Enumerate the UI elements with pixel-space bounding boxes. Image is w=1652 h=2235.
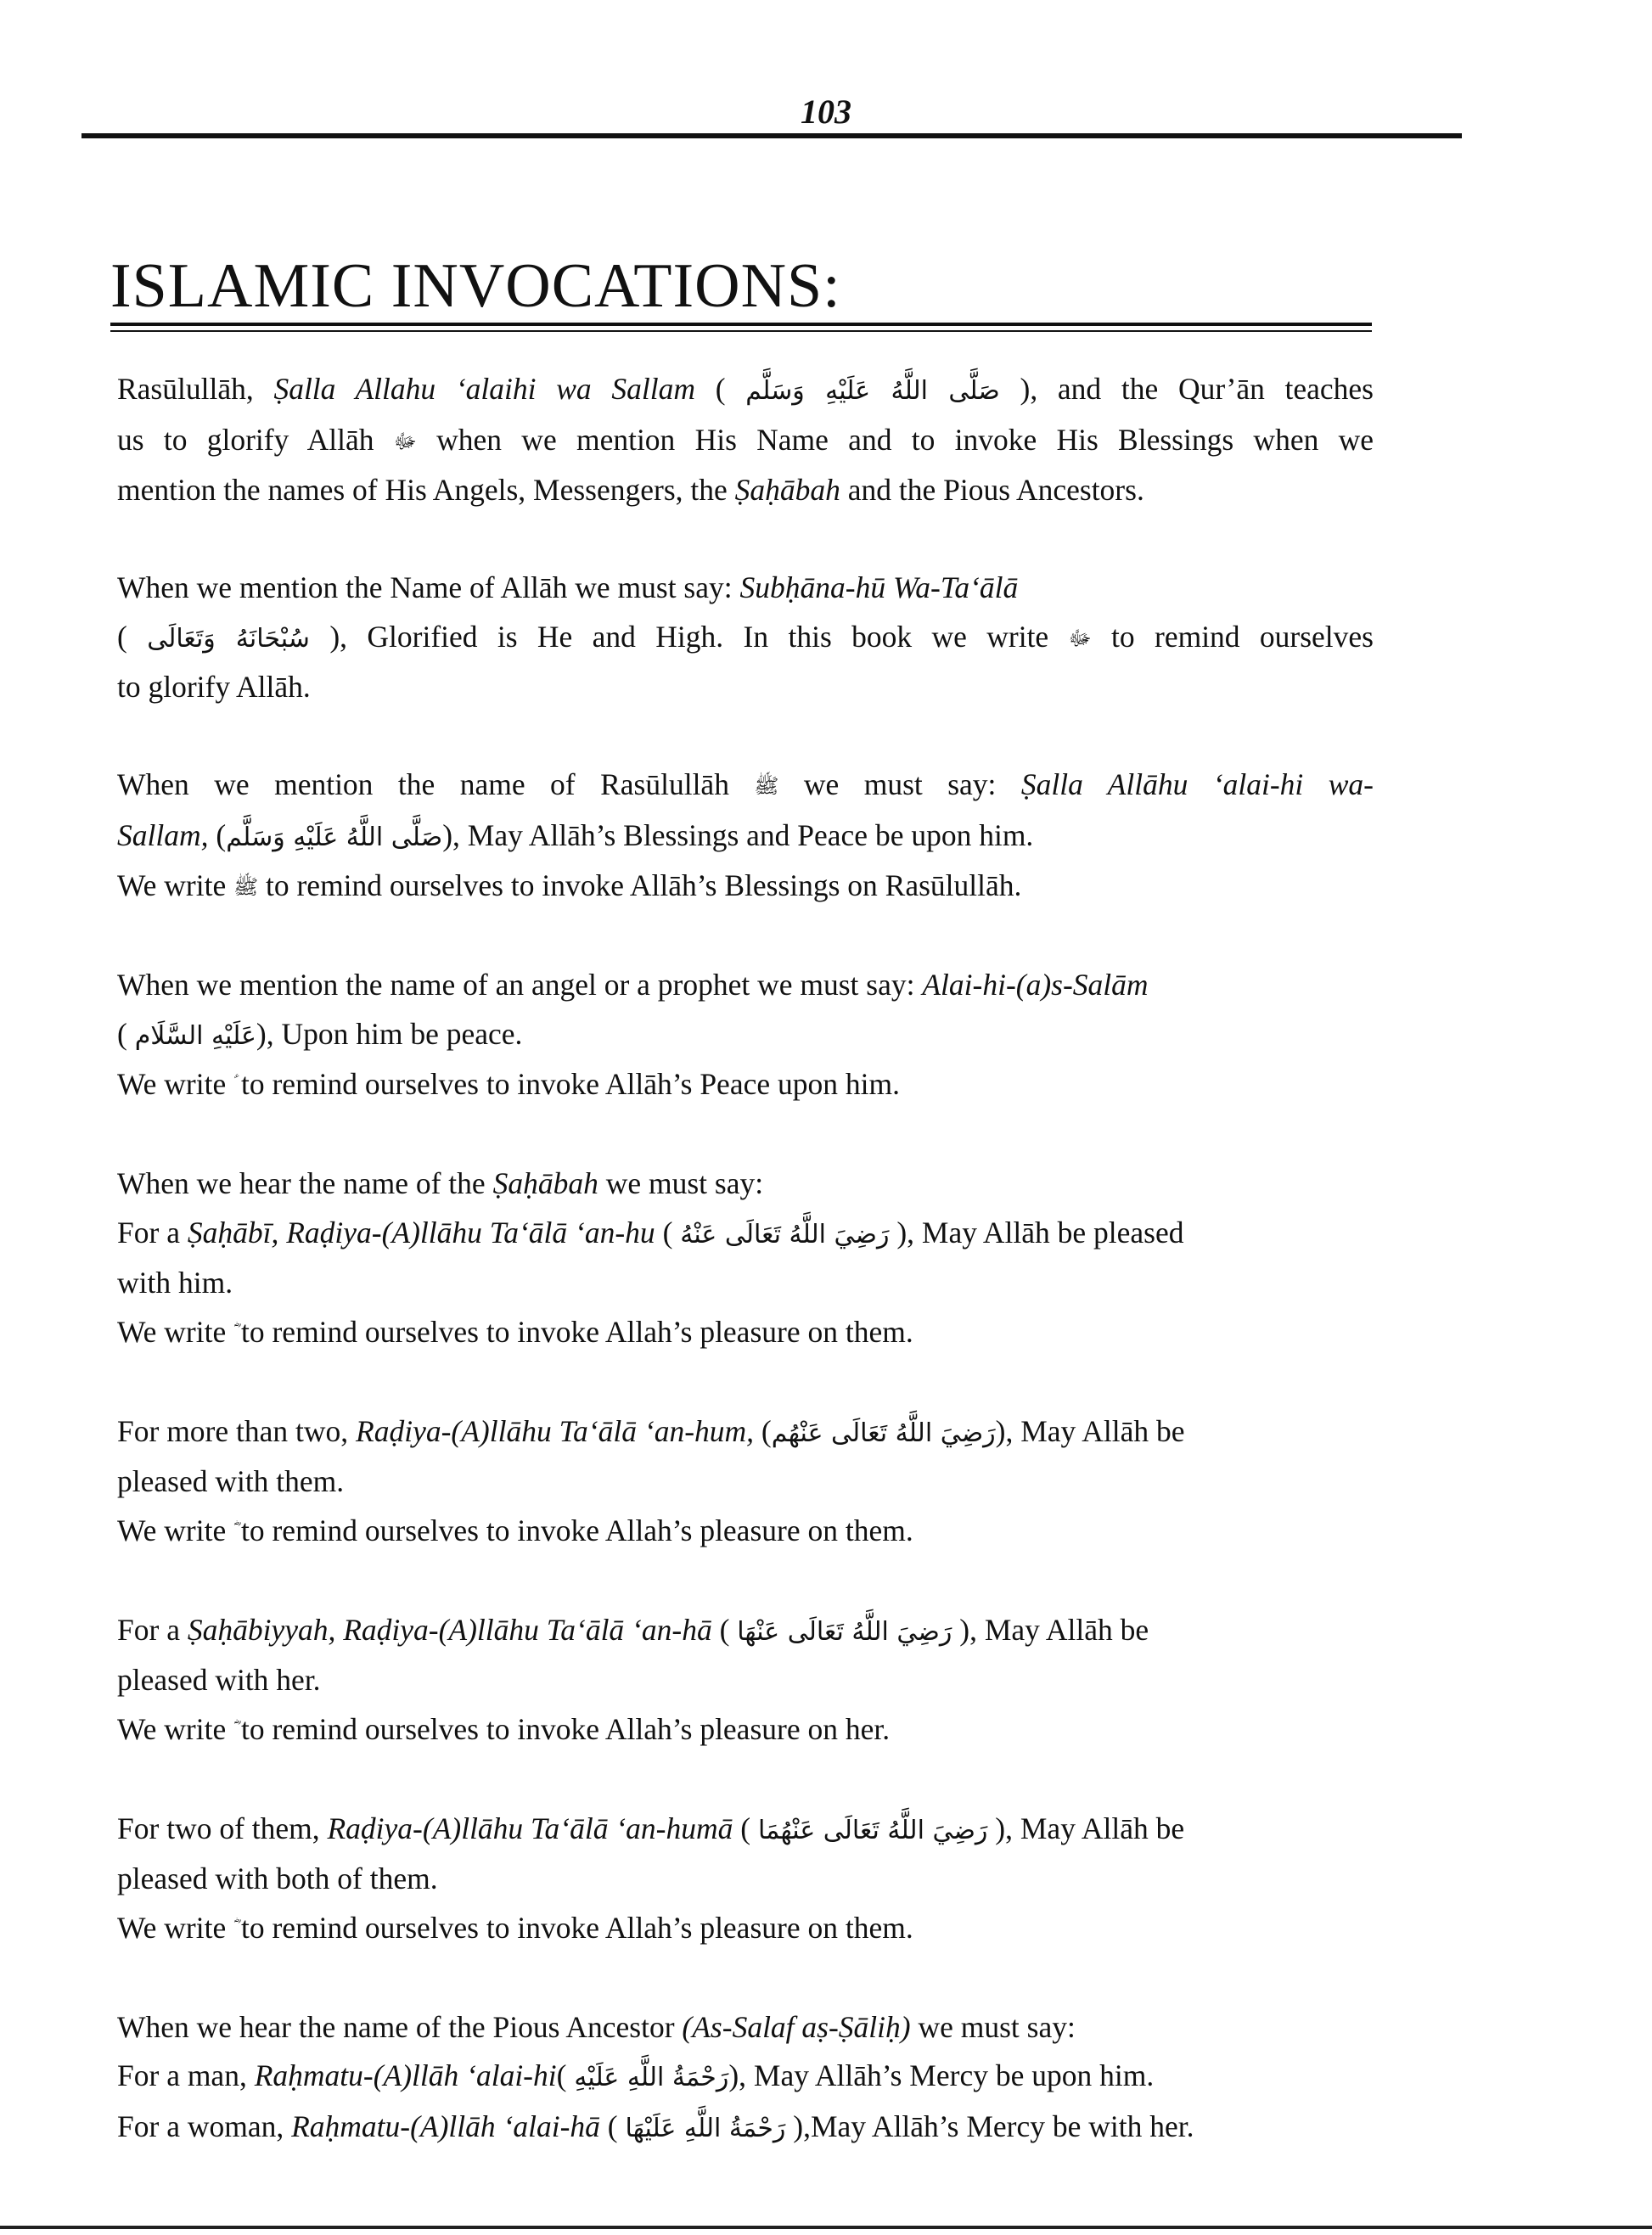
text: ), Glorified is He and High. In this book we write bbox=[309, 619, 1069, 654]
text: ), May Allāh be bbox=[952, 1612, 1149, 1647]
transliteration: Subḥāna-hū Wa-Ta‘ālā bbox=[739, 570, 1019, 604]
transliteration: Sallam, bbox=[117, 817, 209, 852]
text: When we mention the Name of Allāh we must say: bbox=[117, 570, 740, 604]
text: When we hear the name of the Pious Ancestor bbox=[117, 2009, 683, 2044]
text-line bbox=[117, 1010, 1374, 1061]
text: For a bbox=[117, 1612, 188, 1647]
transliteration: Alai-hi-(a)s-Salām bbox=[922, 968, 1149, 1002]
text-line bbox=[117, 1160, 1374, 1209]
text: to remind ourselves to invoke Allāh’s Blessings on Rasūlullāh. bbox=[258, 868, 1022, 902]
transliteration: (As-Salaf aṣ-Ṣāliḥ) bbox=[682, 2009, 911, 2044]
arabic-text: رَحْمَةُ اللَّهِ عَلَيْهَا bbox=[625, 2113, 786, 2143]
paragraph-two-of-them bbox=[117, 1805, 1374, 1955]
text: to remind ourselves to invoke Allah’s pleasure on them. bbox=[233, 1910, 913, 1945]
text: When we mention the name of an angel or a prophet we must say: bbox=[117, 968, 923, 1002]
text: ), May Allāh’s Mercy be upon him. bbox=[728, 2058, 1155, 2092]
text-line bbox=[117, 1308, 1374, 1359]
text-line bbox=[117, 613, 1374, 664]
text-line bbox=[117, 1904, 1374, 1955]
text: ( bbox=[208, 817, 227, 852]
text: For more than two, bbox=[117, 1413, 357, 1448]
arabic-text: رَحْمَةُ اللَّهِ عَلَيْهِ bbox=[574, 2063, 729, 2092]
text: we must say: bbox=[910, 2009, 1076, 2044]
text: ), and the Qur’ān teaches bbox=[999, 372, 1374, 406]
paragraph-more-than-two bbox=[117, 1407, 1374, 1558]
text-line bbox=[117, 1805, 1374, 1856]
text-line bbox=[117, 2003, 1374, 2052]
text-line bbox=[117, 811, 1374, 862]
text: ), May Allāh be pleased bbox=[889, 1215, 1184, 1249]
transliteration: Ṣalla Allahu ‘alaihi wa Sallam bbox=[273, 372, 695, 406]
text: ( bbox=[599, 2109, 626, 2143]
text: We write bbox=[117, 1314, 234, 1349]
text: We write bbox=[117, 1067, 234, 1101]
arabic-text: عَلَيْهِ السَّلَام bbox=[134, 1020, 256, 1051]
text: us to glorify Allāh bbox=[117, 422, 394, 457]
text-line bbox=[117, 1060, 1374, 1111]
text-line: with him. bbox=[117, 1266, 233, 1300]
text-line bbox=[117, 1407, 1374, 1458]
text: ( bbox=[711, 1612, 738, 1647]
text: to remind ourselves to invoke Allāh’s Peace upon him. bbox=[233, 1067, 900, 1101]
text: to remind ourselves to invoke Allah’s pleasure on her. bbox=[233, 1711, 891, 1746]
glorification-symbol-icon: ﷻ bbox=[393, 429, 417, 453]
arabic-text: رَضِيَ اللَّهُ تَعَالَى عَنْهَا bbox=[737, 1616, 952, 1647]
paragraph-angel-prophet bbox=[117, 961, 1374, 1111]
text: when we mention His Name and to invoke His Blessings when we bbox=[416, 422, 1374, 457]
text-line bbox=[117, 2103, 1374, 2154]
text: to remind ourselves bbox=[1091, 619, 1374, 654]
text: We write bbox=[117, 1513, 234, 1547]
page-bottom-edge bbox=[0, 2226, 1652, 2229]
transliteration: Ṣaḥābī, Raḍiya-(A)llāhu Ta‘ālā ‘an-hu bbox=[187, 1215, 655, 1249]
paragraph-allah bbox=[117, 564, 1374, 712]
text-line bbox=[117, 564, 1374, 613]
text-line: to glorify Allāh. bbox=[117, 670, 311, 704]
text-line bbox=[117, 365, 1374, 416]
transliteration: Raḥmatu-(A)llāh ‘alai-hā bbox=[291, 2109, 600, 2143]
text-line: pleased with her. bbox=[117, 1663, 321, 1697]
text: For a bbox=[117, 1215, 188, 1249]
text-line bbox=[117, 862, 1374, 913]
transliteration: Ṣaḥābah bbox=[492, 1166, 598, 1200]
page-number: 103 bbox=[801, 93, 851, 131]
text-line bbox=[117, 466, 1374, 515]
paragraph-intro bbox=[117, 365, 1374, 515]
text: When we hear the name of the bbox=[117, 1166, 493, 1200]
text: to remind ourselves to invoke Allah’s pleasure on them. bbox=[233, 1513, 913, 1547]
text-line: pleased with them. bbox=[117, 1464, 345, 1498]
text-line bbox=[117, 961, 1374, 1010]
text: ), Upon him be peace. bbox=[256, 1016, 523, 1051]
text: ( bbox=[655, 1215, 681, 1249]
title-underline bbox=[110, 330, 1372, 332]
paragraph-rasulullah bbox=[117, 761, 1374, 913]
text: ), May Allāh’s Blessings and Peace be upon him. bbox=[442, 817, 1034, 852]
transliteration: Ṣaḥābah bbox=[734, 473, 840, 507]
transliteration: Ṣalla Allāhu ‘alai-hi wa- bbox=[1020, 767, 1374, 801]
text: ),May Allāh’s Mercy be with her. bbox=[785, 2109, 1194, 2143]
page-title: ISLAMIC INVOCATIONS: bbox=[110, 255, 1372, 326]
arabic-text: صَلَّى اللَّهُ عَلَيْهِ وَسَلَّم bbox=[226, 822, 443, 852]
paragraph-pious-ancestors bbox=[117, 2003, 1374, 2154]
header-rule bbox=[81, 133, 1462, 138]
text-line bbox=[117, 2052, 1374, 2103]
text: Rasūlullāh, bbox=[117, 372, 274, 406]
text: to remind ourselves to invoke Allah’s pleasure on them. bbox=[233, 1314, 913, 1349]
text: ( bbox=[754, 1413, 772, 1448]
text: We write bbox=[117, 1910, 234, 1945]
arabic-text: رَضِيَ اللَّهُ تَعَالَى عَنْهُم bbox=[771, 1418, 996, 1448]
text-line bbox=[117, 761, 1374, 811]
salutation-symbol-icon: ﷺ bbox=[754, 774, 779, 798]
text: ( bbox=[117, 619, 148, 654]
text: ), May Allāh be bbox=[995, 1413, 1185, 1448]
text: We write bbox=[117, 1711, 234, 1746]
text: we must say: bbox=[778, 767, 1021, 801]
text: ( bbox=[117, 1016, 135, 1051]
text-line bbox=[117, 1209, 1374, 1260]
text: For a woman, bbox=[117, 2109, 292, 2143]
arabic-text: صَلَّى اللَّهُ عَلَيْهِ وَسَلَّم bbox=[745, 376, 1000, 406]
text: mention the names of His Angels, Messengers, the bbox=[117, 473, 735, 507]
arabic-text: سُبْحَانَهُ وَتَعَالَى bbox=[147, 623, 310, 654]
text-line bbox=[117, 1606, 1374, 1657]
text: ( bbox=[733, 1811, 758, 1845]
text: For two of them, bbox=[117, 1811, 328, 1845]
text: For a man, bbox=[117, 2058, 255, 2092]
text-line: pleased with both of them. bbox=[117, 1862, 438, 1895]
arabic-text: رَضِيَ اللَّهُ تَعَالَى عَنْهُمَا bbox=[757, 1815, 988, 1845]
text: ( bbox=[556, 2058, 575, 2092]
text: When we mention the name of Rasūlullāh bbox=[117, 767, 755, 801]
transliteration: Raḍiya-(A)llāhu Ta‘ālā ‘an-hum, bbox=[356, 1413, 755, 1448]
text: ), May Allāh be bbox=[987, 1811, 1185, 1845]
salutation-symbol-icon: ﷺ bbox=[233, 875, 259, 899]
text-line bbox=[117, 1705, 1374, 1756]
text: and the Pious Ancestors. bbox=[840, 473, 1144, 507]
text: we must say: bbox=[598, 1166, 764, 1200]
transliteration: Raḥmatu-(A)llāh ‘alai-hi bbox=[254, 2058, 557, 2092]
document-body bbox=[117, 365, 1374, 2202]
transliteration: Raḍiya-(A)llāhu Ta‘ālā ‘an-humā bbox=[327, 1811, 733, 1845]
text-line bbox=[117, 1507, 1374, 1558]
text: ( bbox=[695, 372, 746, 406]
title-block bbox=[110, 251, 1372, 332]
arabic-text: رَضِيَ اللَّهُ تَعَالَى عَنْهُ bbox=[680, 1219, 890, 1249]
text: We write bbox=[117, 868, 234, 902]
paragraph-sahabiyyah bbox=[117, 1606, 1374, 1756]
glorification-symbol-icon: ﷻ bbox=[1068, 626, 1092, 650]
paragraph-sahabi bbox=[117, 1160, 1374, 1358]
text-line bbox=[117, 416, 1374, 467]
transliteration: Ṣaḥābiyyah, Raḍiya-(A)llāhu Ta‘ālā ‘an-hā bbox=[187, 1612, 712, 1647]
